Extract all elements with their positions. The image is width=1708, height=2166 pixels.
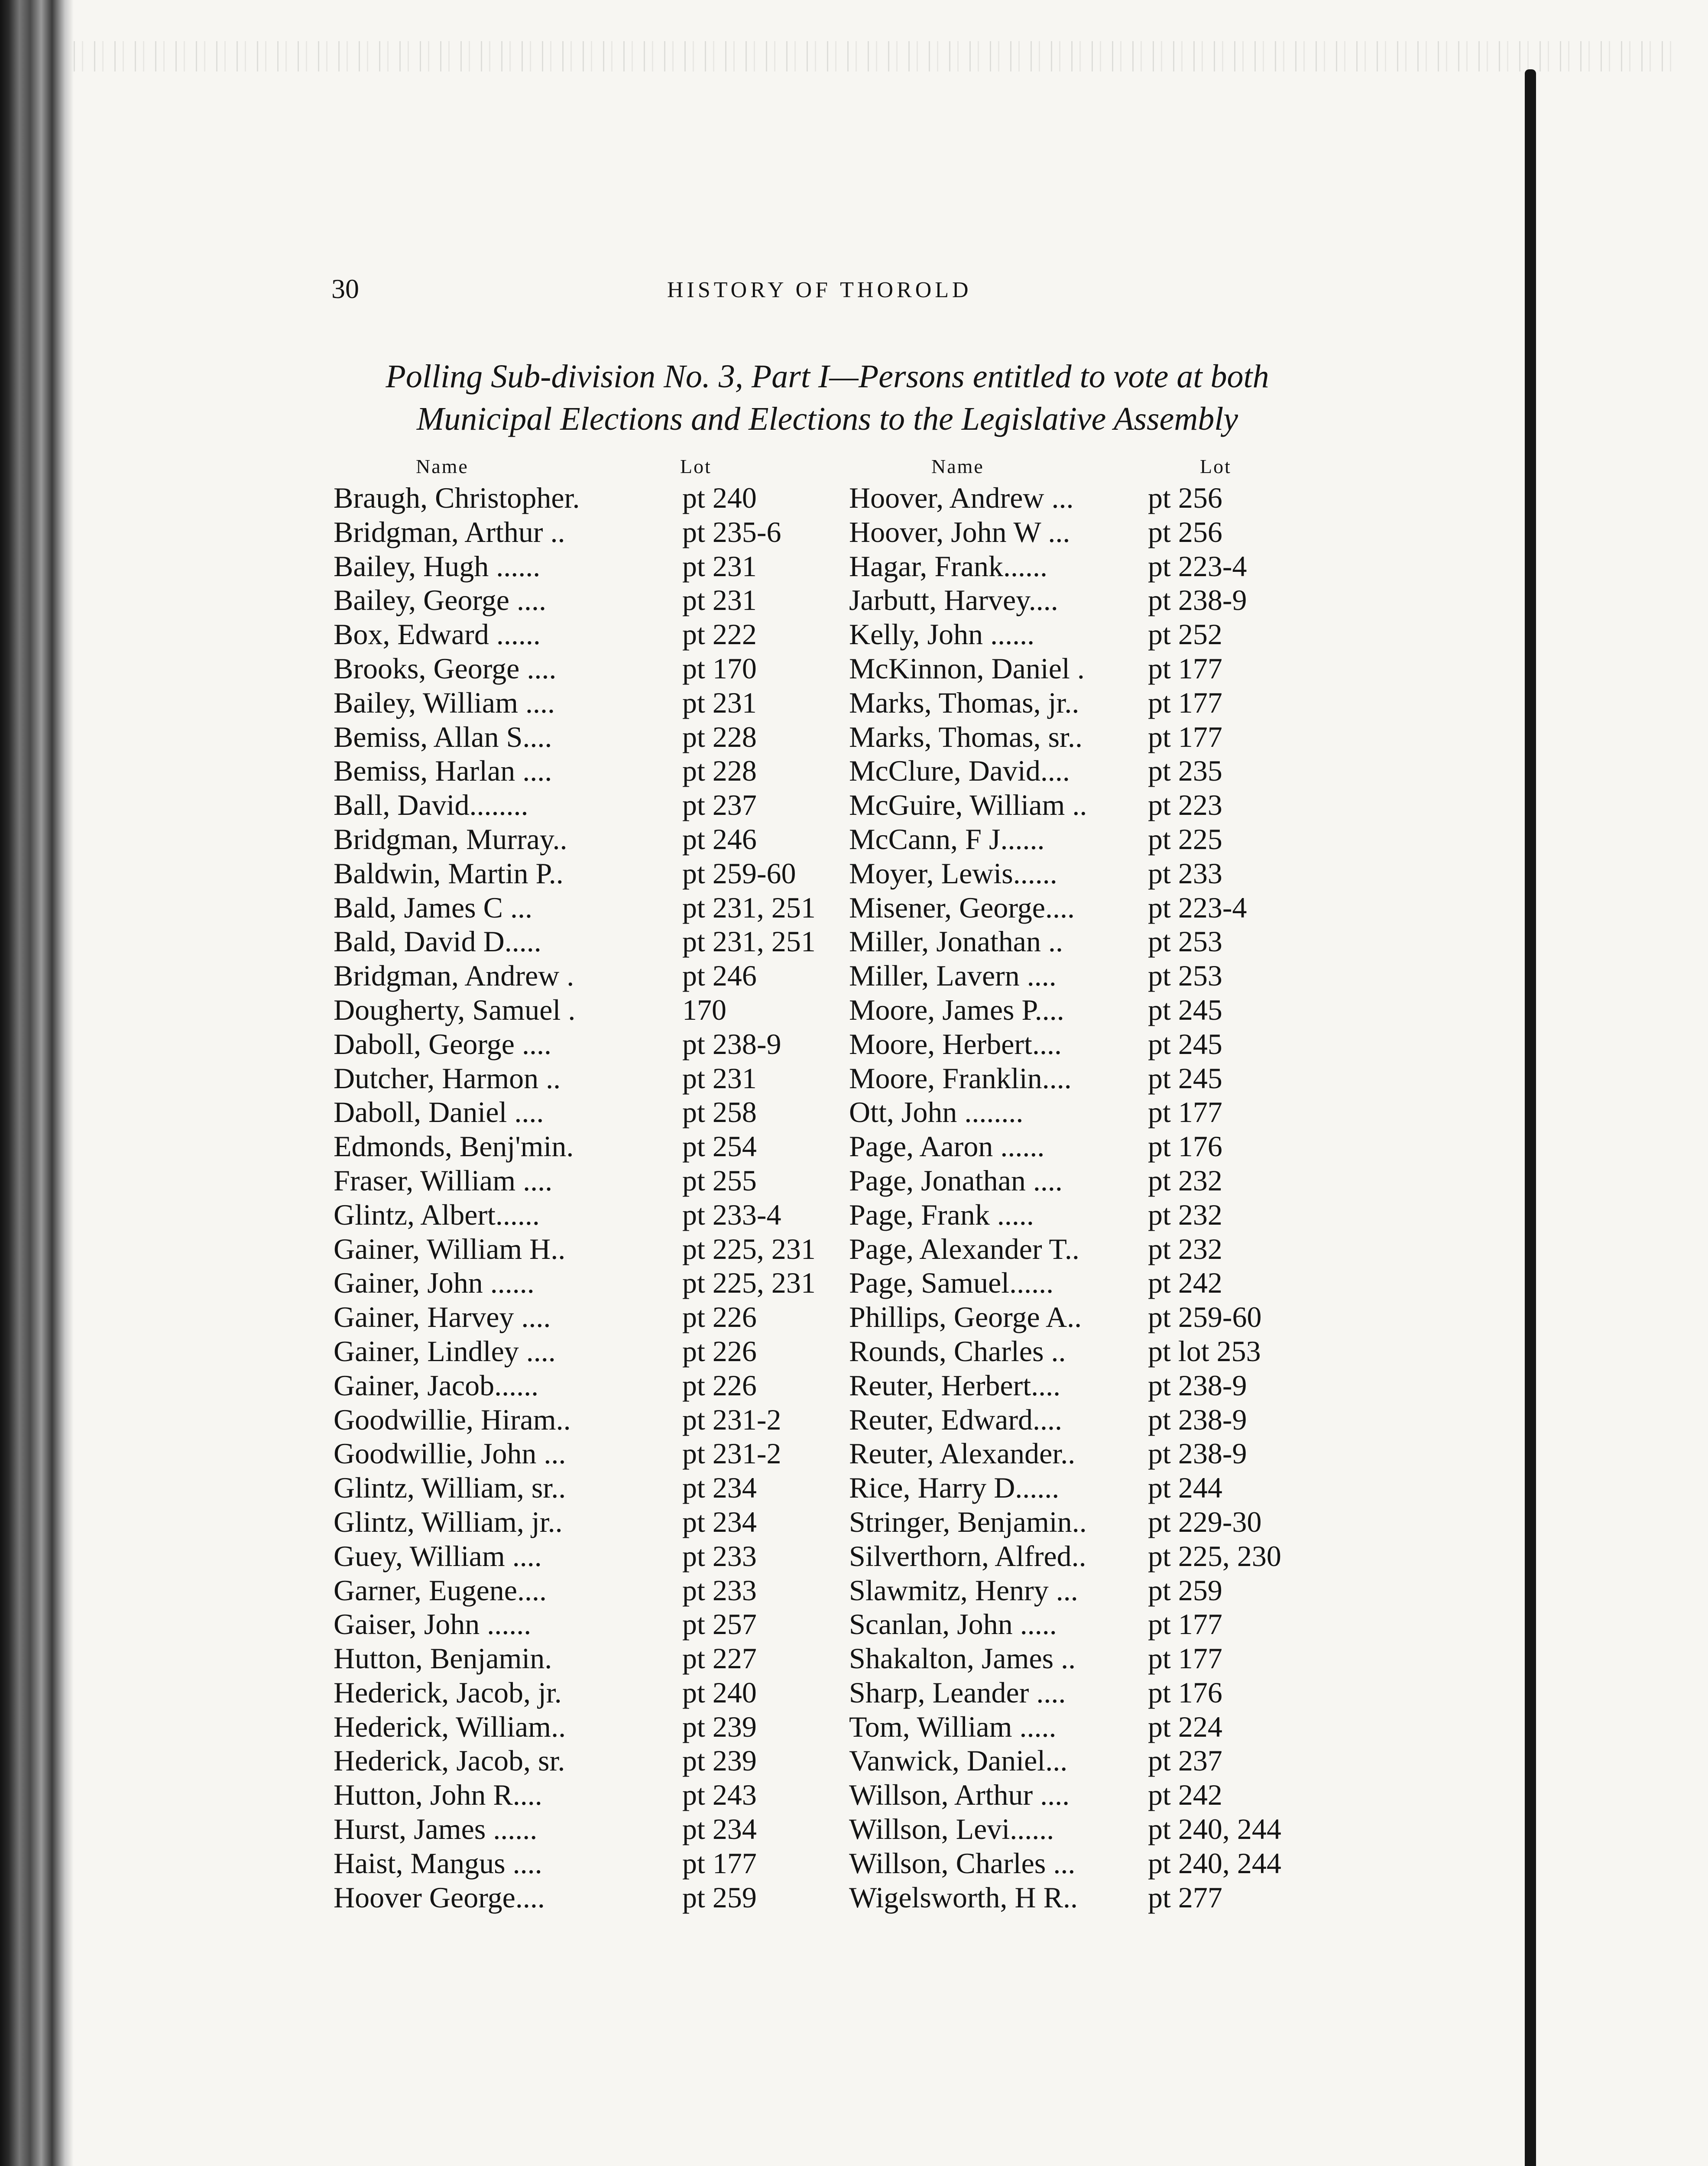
voter-name: Daboll, George .... — [334, 1027, 551, 1060]
voter-lot: pt 228 — [682, 754, 757, 788]
voter-name: Page, Alexander T.. — [849, 1232, 1079, 1265]
voter-entry — [849, 959, 1222, 993]
voter-lot: pt 231 — [682, 1061, 757, 1095]
voter-name: Page, Frank ..... — [849, 1198, 1034, 1231]
voter-name: Bailey, George .... — [334, 584, 546, 617]
voter-lot: pt 259 — [1148, 1573, 1222, 1607]
voter-entry — [849, 617, 1222, 652]
voter-entry — [849, 1403, 1247, 1437]
voter-name: Reuter, Herbert.... — [849, 1368, 1061, 1402]
voter-lot: pt 232 — [1148, 1232, 1222, 1265]
voter-entry — [849, 1573, 1222, 1608]
voter-lot: pt 177 — [1148, 720, 1222, 753]
voter-name: Garner, Eugene.... — [334, 1573, 547, 1607]
voter-name: McGuire, William .. — [849, 788, 1087, 822]
voter-name: Fraser, William .... — [334, 1164, 553, 1197]
voter-entry — [849, 686, 1222, 720]
voter-lot: pt 228 — [682, 720, 757, 753]
voter-entry — [849, 891, 1247, 925]
voter-name: Ball, David........ — [334, 788, 528, 822]
voter-name: McClure, David.... — [849, 754, 1070, 788]
voter-name: Hagar, Frank...... — [849, 549, 1048, 583]
voter-entry — [334, 1744, 757, 1778]
voter-entry — [849, 1505, 1262, 1539]
voter-name: Hoover, John W ... — [849, 515, 1070, 548]
voter-lot: pt 231-2 — [682, 1437, 781, 1470]
left-lot-header: Lot — [680, 455, 712, 477]
voter-entry — [849, 1471, 1222, 1505]
voter-name: Misener, George.... — [849, 891, 1075, 924]
voter-lot: pt 226 — [682, 1300, 757, 1334]
voter-lot: pt 222 — [682, 618, 757, 651]
voter-name: Edmonds, Benj'min. — [334, 1130, 574, 1163]
voter-entry — [334, 617, 757, 652]
voter-name: Guey, William .... — [334, 1539, 542, 1573]
voter-lot: pt 243 — [682, 1778, 757, 1812]
voter-entry — [334, 1881, 757, 1915]
voter-lot: pt 259 — [682, 1881, 757, 1914]
voter-lot: pt 255 — [682, 1164, 757, 1197]
voter-entry — [849, 1198, 1222, 1232]
voter-entry — [334, 891, 816, 925]
voter-lot: pt 223 — [1148, 788, 1222, 822]
voter-name: Baldwin, Martin P.. — [334, 856, 564, 890]
voter-name: Gainer, Jacob...... — [334, 1368, 539, 1402]
voter-entry — [334, 1334, 757, 1368]
voter-entry — [849, 856, 1222, 891]
voter-entry — [849, 1300, 1262, 1334]
left-voter-column — [334, 481, 816, 1914]
voter-lot: pt 226 — [682, 1334, 757, 1368]
voter-lot: pt 234 — [682, 1471, 757, 1505]
voter-name: Gaiser, John ...... — [334, 1608, 532, 1641]
voter-entry — [334, 1471, 757, 1505]
voter-entry — [334, 515, 781, 549]
voter-name: Glintz, William, sr.. — [334, 1471, 566, 1505]
voter-lot: pt 177 — [1148, 686, 1222, 719]
voter-entry — [849, 1266, 1222, 1300]
voter-name: Willson, Charles ... — [849, 1846, 1076, 1880]
voter-name: Hederick, William.. — [334, 1710, 566, 1743]
voter-entry — [849, 1744, 1222, 1778]
voter-lot: pt 225, 230 — [1148, 1539, 1281, 1573]
voter-lot: pt 240 — [682, 481, 757, 514]
page-edge-rule — [1525, 69, 1536, 2166]
voter-name: Gainer, John ...... — [334, 1266, 535, 1300]
voter-lot: pt 238-9 — [682, 1027, 781, 1060]
voter-name: Rice, Harry D...... — [849, 1471, 1060, 1505]
scan-noise-top — [74, 41, 1676, 71]
voter-entry — [849, 1232, 1222, 1266]
voter-entry — [334, 1505, 757, 1539]
voter-lot: pt 176 — [1148, 1130, 1222, 1163]
voter-lot: pt 177 — [1148, 1642, 1222, 1675]
voter-lot: pt 232 — [1148, 1164, 1222, 1197]
voter-lot: pt 258 — [682, 1096, 757, 1129]
voter-lot: pt 239 — [682, 1710, 757, 1743]
voter-name: Miller, Jonathan .. — [849, 925, 1063, 958]
right-lot-header: Lot — [1200, 455, 1232, 477]
voter-name: Moore, Herbert.... — [849, 1027, 1062, 1060]
voter-name: McCann, F J...... — [849, 822, 1045, 856]
voter-lot: pt 240, 244 — [1148, 1846, 1281, 1880]
voter-lot: pt 233-4 — [682, 1198, 781, 1231]
voter-entry — [334, 1300, 757, 1334]
voter-name: Bailey, William .... — [334, 686, 555, 719]
voter-lot: pt 245 — [1148, 1027, 1222, 1060]
voter-lot: pt 226 — [682, 1368, 757, 1402]
voter-name: Bridgman, Andrew . — [334, 959, 574, 992]
section-title — [329, 355, 1326, 440]
voter-entry — [334, 1368, 757, 1403]
voter-name: Willson, Levi...... — [849, 1813, 1054, 1846]
voter-name: Moyer, Lewis...... — [849, 856, 1057, 890]
voter-entry — [334, 652, 757, 686]
voter-lot: pt 245 — [1148, 993, 1222, 1026]
voter-lot: pt 177 — [1148, 652, 1222, 685]
voter-name: Bridgman, Murray.. — [334, 822, 567, 856]
voter-name: Hoover, Andrew ... — [849, 481, 1074, 514]
section-title-line-2: Municipal Elections and Elections to the Legislative Assembly — [416, 401, 1238, 437]
voter-entry — [334, 1061, 757, 1096]
voter-entry — [334, 1095, 757, 1129]
running-head: HISTORY OF THOROLD — [667, 278, 972, 302]
voter-entry — [849, 1334, 1261, 1368]
voter-lot: pt 231, 251 — [682, 925, 816, 958]
voter-entry — [334, 720, 757, 754]
voter-lot: pt 238-9 — [1148, 1368, 1247, 1402]
voter-entry — [849, 549, 1247, 584]
voter-name: Vanwick, Daniel... — [849, 1744, 1068, 1777]
voter-entry — [849, 788, 1222, 822]
voter-name: Brooks, George .... — [334, 652, 557, 685]
voter-lot: pt 231-2 — [682, 1403, 781, 1436]
voter-entry — [849, 1539, 1281, 1573]
voter-name: Moore, James P.... — [849, 993, 1064, 1026]
voter-lot: pt 237 — [1148, 1744, 1222, 1777]
voter-name: Goodwillie, John ... — [334, 1437, 566, 1470]
voter-name: Bemiss, Harlan .... — [334, 754, 552, 788]
voter-entry — [334, 1676, 757, 1710]
voter-entry — [334, 1232, 816, 1266]
voter-name: Shakalton, James .. — [849, 1642, 1076, 1675]
voter-name: Rounds, Charles .. — [849, 1334, 1066, 1368]
voter-entry — [849, 754, 1222, 788]
voter-name: Reuter, Edward.... — [849, 1403, 1063, 1436]
voter-name: Gainer, William H.. — [334, 1232, 566, 1265]
voter-entry — [849, 822, 1222, 856]
voter-name: Jarbutt, Harvey.... — [849, 584, 1058, 617]
voter-entry — [849, 1436, 1247, 1471]
voter-lot: pt 235 — [1148, 754, 1222, 788]
voter-entry — [334, 481, 757, 515]
left-name-header: Name — [416, 455, 469, 477]
voter-entry — [334, 1539, 757, 1573]
voter-lot: pt 233 — [682, 1573, 757, 1607]
voter-lot: pt 252 — [1148, 618, 1222, 651]
voter-lot: pt 244 — [1148, 1471, 1222, 1505]
voter-name: Marks, Thomas, sr.. — [849, 720, 1082, 753]
voter-name: Scanlan, John ..... — [849, 1608, 1057, 1641]
voter-lot: pt 229-30 — [1148, 1505, 1262, 1538]
voter-entry — [849, 652, 1222, 686]
voter-lot: pt 231 — [682, 686, 757, 719]
voter-name: Braugh, Christopher. — [334, 481, 580, 514]
voter-name: Haist, Mangus .... — [334, 1846, 542, 1880]
voter-name: Ott, John ........ — [849, 1096, 1024, 1129]
voter-entry — [334, 1812, 757, 1846]
voter-entry — [849, 583, 1247, 617]
voter-name: Kelly, John ...... — [849, 618, 1035, 651]
voter-entry — [334, 1846, 757, 1881]
voter-entry — [334, 1573, 757, 1608]
voter-lot: pt 234 — [682, 1505, 757, 1538]
voter-entry — [334, 822, 757, 856]
voter-name: Box, Edward ...... — [334, 618, 541, 651]
voter-name: Marks, Thomas, jr.. — [849, 686, 1079, 719]
voter-name: Hutton, John R.... — [334, 1778, 542, 1812]
voter-lot: pt 227 — [682, 1642, 757, 1675]
voter-entry — [849, 1164, 1222, 1198]
voter-name: Hoover George.... — [334, 1881, 545, 1914]
voter-lot: pt 242 — [1148, 1266, 1222, 1300]
voter-name: Glintz, William, jr.. — [334, 1505, 563, 1538]
voter-entry — [334, 1403, 781, 1437]
voter-name: Gainer, Lindley .... — [334, 1334, 556, 1368]
book-binding-shadow — [0, 0, 74, 2166]
voter-entry — [334, 1027, 781, 1061]
voter-entry — [334, 1641, 757, 1676]
voter-name: Bridgman, Arthur .. — [334, 515, 565, 548]
voter-name: Hutton, Benjamin. — [334, 1642, 552, 1675]
voter-name: Bald, James C ... — [334, 891, 532, 924]
voter-lot: pt 176 — [1148, 1676, 1222, 1709]
voter-entry — [334, 993, 726, 1027]
voter-entry — [849, 1607, 1222, 1641]
voter-lot: pt 238-9 — [1148, 1403, 1247, 1436]
voter-lot: pt 232 — [1148, 1198, 1222, 1231]
voter-entry — [849, 1676, 1222, 1710]
voter-name: Willson, Arthur .... — [849, 1778, 1070, 1812]
voter-entry — [849, 924, 1222, 959]
voter-name: Silverthorn, Alfred.. — [849, 1539, 1086, 1573]
voter-entry — [849, 1710, 1222, 1744]
voter-lot: pt 234 — [682, 1813, 757, 1846]
voter-entry — [849, 1812, 1281, 1846]
voter-entry — [334, 1778, 757, 1812]
voter-entry — [334, 754, 757, 788]
voter-name: Page, Samuel...... — [849, 1266, 1054, 1300]
voter-name: McKinnon, Daniel . — [849, 652, 1085, 685]
voter-name: Glintz, Albert...... — [334, 1198, 540, 1231]
voter-name: Moore, Franklin.... — [849, 1061, 1072, 1095]
voter-lot: pt 242 — [1148, 1778, 1222, 1812]
voter-entry — [849, 1778, 1222, 1812]
voter-lot: pt 240, 244 — [1148, 1813, 1281, 1846]
voter-entry — [849, 1641, 1222, 1676]
voter-lot: pt 253 — [1148, 959, 1222, 992]
voter-entry — [334, 1436, 781, 1471]
voter-lot: pt 240 — [682, 1676, 757, 1709]
voter-name: Page, Aaron ...... — [849, 1130, 1045, 1163]
voter-name: Daboll, Daniel .... — [334, 1096, 544, 1129]
voter-name: Page, Jonathan .... — [849, 1164, 1063, 1197]
voter-lot: pt lot 253 — [1148, 1334, 1261, 1368]
voter-name: Stringer, Benjamin.. — [849, 1505, 1087, 1538]
voter-lot: pt 237 — [682, 788, 757, 822]
voter-name: Sharp, Leander .... — [849, 1676, 1066, 1709]
voter-entry — [334, 1266, 816, 1300]
voter-lot: pt 246 — [682, 959, 757, 992]
voter-lot: pt 177 — [1148, 1096, 1222, 1129]
voter-lot: pt 235-6 — [682, 515, 781, 548]
voter-entry — [849, 720, 1222, 754]
voter-entry — [849, 1061, 1222, 1096]
voter-entry — [334, 1198, 781, 1232]
voter-lot: pt 233 — [1148, 856, 1222, 890]
right-name-header: Name — [931, 455, 984, 477]
voter-lot: 170 — [682, 993, 726, 1026]
voter-name: Hederick, Jacob, jr. — [334, 1676, 562, 1709]
voter-entry — [849, 515, 1222, 549]
voter-lot: pt 177 — [682, 1846, 757, 1880]
voter-name: Dutcher, Harmon .. — [334, 1061, 561, 1095]
voter-entry — [334, 924, 816, 959]
voter-lot: pt 254 — [682, 1130, 757, 1163]
voter-name: Bemiss, Allan S.... — [334, 720, 552, 753]
voter-lot: pt 238-9 — [1148, 1437, 1247, 1470]
voter-entry — [334, 583, 757, 617]
voter-lot: pt 256 — [1148, 515, 1222, 548]
voter-lot: pt 225 — [1148, 822, 1222, 856]
voter-lot: pt 231, 251 — [682, 891, 816, 924]
voter-entry — [334, 1710, 757, 1744]
voter-lot: pt 231 — [682, 584, 757, 617]
voter-entry — [334, 856, 796, 891]
voter-entry — [334, 1129, 757, 1164]
voter-entry — [334, 1607, 757, 1641]
voter-lot: pt 277 — [1148, 1881, 1222, 1914]
voter-lot: pt 253 — [1148, 925, 1222, 958]
voter-entry — [849, 1368, 1247, 1403]
voter-name: Dougherty, Samuel . — [334, 993, 576, 1026]
voter-lot: pt 233 — [682, 1539, 757, 1573]
voter-name: Wigelsworth, H R.. — [849, 1881, 1078, 1914]
voter-lot: pt 257 — [682, 1608, 757, 1641]
voter-lot: pt 238-9 — [1148, 584, 1247, 617]
voter-entry — [334, 549, 757, 584]
voter-name: Bailey, Hugh ...... — [334, 549, 541, 583]
right-voter-column — [849, 481, 1281, 1914]
voter-lot: pt 256 — [1148, 481, 1222, 514]
voter-entry — [849, 1881, 1222, 1915]
voter-entry — [849, 1095, 1222, 1129]
voter-name: Gainer, Harvey .... — [334, 1300, 551, 1334]
page-number: 30 — [331, 273, 359, 304]
voter-lot: pt 259-60 — [682, 856, 796, 890]
voter-lot: pt 223-4 — [1148, 891, 1247, 924]
voter-lot: pt 246 — [682, 822, 757, 856]
voter-entry — [334, 959, 757, 993]
voter-entry — [849, 1129, 1222, 1164]
voter-entry — [849, 1846, 1281, 1881]
voter-lot: pt 231 — [682, 549, 757, 583]
voter-entry — [334, 1164, 757, 1198]
voter-name: Goodwillie, Hiram.. — [334, 1403, 571, 1436]
voter-lot: pt 239 — [682, 1744, 757, 1777]
voter-name: Slawmitz, Henry ... — [849, 1573, 1078, 1607]
voter-lot: pt 177 — [1148, 1608, 1222, 1641]
voter-lot: pt 259-60 — [1148, 1300, 1262, 1334]
voter-lot: pt 245 — [1148, 1061, 1222, 1095]
voter-name: Bald, David D..... — [334, 925, 541, 958]
section-title-line-1: Polling Sub-division No. 3, Part I—Persons entitled to vote at both — [386, 358, 1269, 395]
voter-lot: pt 225, 231 — [682, 1232, 816, 1265]
voter-name: Tom, William ..... — [849, 1710, 1057, 1743]
voter-name: Hederick, Jacob, sr. — [334, 1744, 565, 1777]
voter-name: Hurst, James ...... — [334, 1813, 538, 1846]
voter-lot: pt 223-4 — [1148, 549, 1247, 583]
voter-entry — [334, 788, 757, 822]
voter-entry — [849, 1027, 1222, 1061]
voter-name: Miller, Lavern .... — [849, 959, 1057, 992]
voter-name: Phillips, George A.. — [849, 1300, 1082, 1334]
voter-name: Reuter, Alexander.. — [849, 1437, 1076, 1470]
voter-entry — [334, 686, 757, 720]
voter-lot: pt 170 — [682, 652, 757, 685]
voter-entry — [849, 993, 1222, 1027]
voter-lot: pt 225, 231 — [682, 1266, 816, 1300]
voter-entry — [849, 481, 1222, 515]
voter-lot: pt 224 — [1148, 1710, 1222, 1743]
